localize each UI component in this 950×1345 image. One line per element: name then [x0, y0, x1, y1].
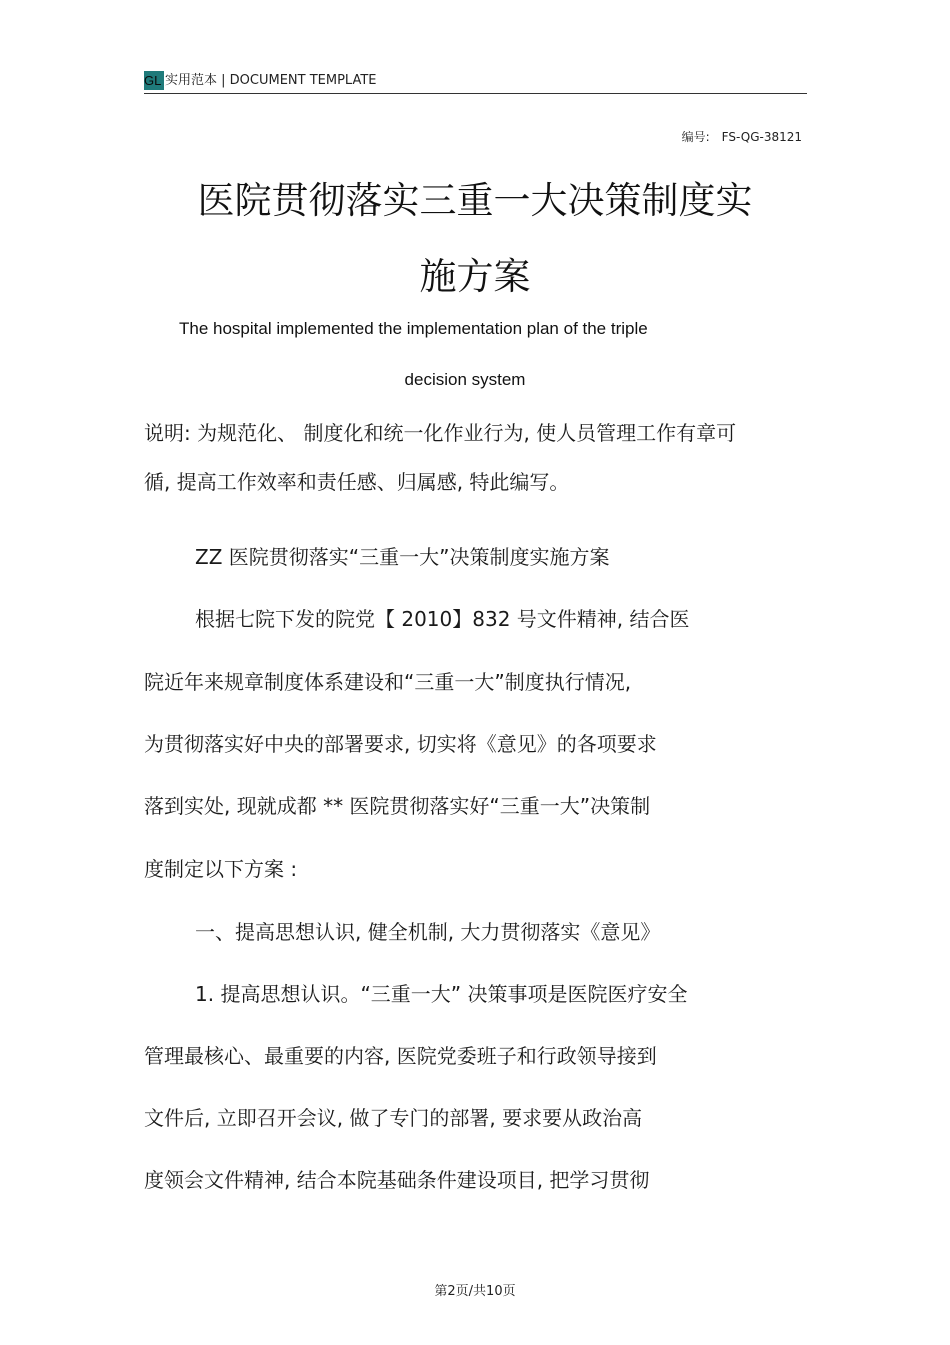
- document-number-label: 编号:: [681, 130, 710, 144]
- brand-logo: GL: [144, 71, 164, 90]
- body-line: 院近年来规章制度体系建设和“三重一大”制度执行情况,: [144, 670, 632, 694]
- body-line: 度领会文件精神, 结合本院基础条件建设项目, 把学习贯彻: [144, 1168, 650, 1192]
- header-title: 实用范本 | DOCUMENT TEMPLATE: [165, 73, 377, 88]
- body-line: 根据七院下发的院党【 2010】832 号文件精神, 结合医: [195, 607, 690, 631]
- document-number: [682, 128, 802, 145]
- header-divider: [144, 93, 807, 94]
- document-number-value: FS-QG-38121: [721, 130, 802, 144]
- body-line: 1. 提高思想认识。“三重一大” 决策事项是医院医疗安全: [195, 982, 688, 1006]
- section-heading: ZZ 医院贯彻落实“三重一大”决策制度实施方案: [195, 545, 610, 569]
- document-title-line-2: 施方案: [419, 255, 531, 298]
- document-title-line-1: 医院贯彻落实三重一大决策制度实: [197, 179, 753, 222]
- body-line: 度制定以下方案 :: [144, 857, 298, 881]
- english-subtitle-line-1: The hospital implemented the implementation plan of the triple: [179, 319, 648, 338]
- body-line: 落到实处, 现就成都 ** 医院贯彻落实好“三重一大”决策制: [144, 794, 651, 818]
- body-line: 为贯彻落实好中央的部署要求, 切实将《意见》的各项要求: [144, 732, 657, 756]
- section-heading: 一、提高思想认识, 健全机制, 大力贯彻落实《意见》: [195, 920, 661, 944]
- body-line: 管理最核心、最重要的内容, 医院党委班子和行政领导接到: [144, 1044, 657, 1068]
- body-line: 说明: 为规范化、 制度化和统一化作业行为, 使人员管理工作有章可: [144, 421, 737, 445]
- body-line: 循, 提高工作效率和责任感、归属感, 特此编写。: [144, 470, 570, 494]
- english-subtitle-line-2: decision system: [404, 370, 526, 389]
- body-line: 文件后, 立即召开会议, 做了专门的部署, 要求要从政治高: [144, 1106, 643, 1130]
- page-indicator: 第2页/共10页: [434, 1284, 516, 1299]
